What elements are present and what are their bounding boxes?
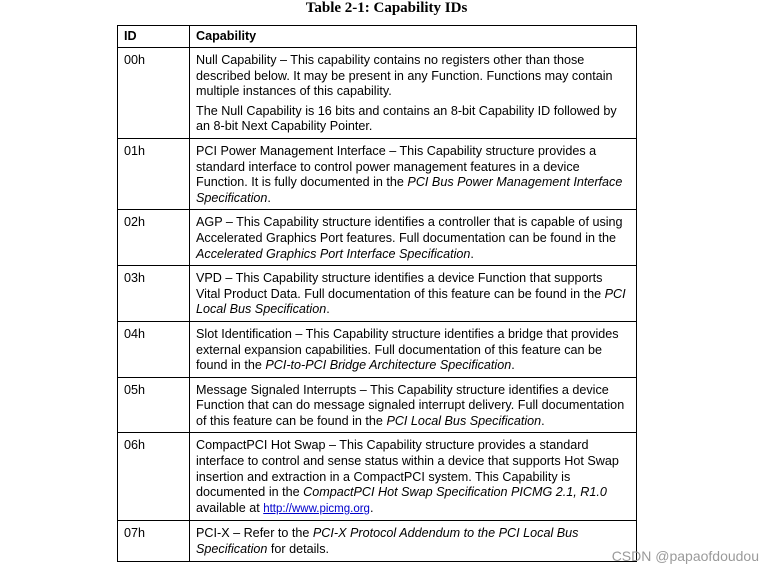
description-text: AGP – This Capability structure identifies a controller that is capable of using Accelerated Graphics Port features. Full documentation can be found in the	[196, 215, 623, 245]
description-text: CompactPCI Hot Swap – This Capability structure provides a standard interface to control and sense status within a device that supports Hot Swap insertion and extraction in a CompactPCI system. This Capability is documented in the	[196, 438, 619, 500]
description-paragraph	[196, 327, 630, 374]
table-row	[118, 433, 637, 521]
table-row	[118, 48, 637, 139]
capability-description-cell	[190, 210, 637, 266]
table-body	[118, 48, 637, 562]
description-text: .	[470, 246, 474, 261]
capability-description-cell	[190, 266, 637, 322]
description-paragraph	[196, 526, 630, 557]
spec-title: PCI Local Bus Specification	[386, 413, 542, 428]
header-id: ID	[118, 26, 190, 48]
spec-title: CompactPCI Hot Swap Specification PICMG 2.1, R1.0	[303, 485, 607, 500]
header-capability: Capability	[190, 26, 637, 48]
description-text: .	[267, 190, 271, 205]
description-paragraph	[196, 144, 630, 206]
description-paragraph	[196, 104, 630, 135]
capability-id-cell: 00h	[118, 48, 190, 139]
table-row	[118, 521, 637, 561]
table-row	[118, 266, 637, 322]
description-text: PCI-X – Refer to the	[196, 526, 313, 541]
description-paragraph	[196, 383, 630, 430]
capability-id-cell: 06h	[118, 433, 190, 521]
table-title: Table 2-1: Capability IDs	[305, 0, 468, 16]
description-text: Message Signaled Interrupts – This Capability structure identifies a device Function that can do message signaled interrupt delivery. Full documentation of this feature can be found in the	[196, 382, 625, 428]
description-text: Slot Identification – This Capability structure identifies a bridge that provides external expansion capabilities. Full documentation of this feature can be found in the	[196, 326, 619, 373]
description-text: VPD – This Capability structure identifies a device Function that supports Vital Product Data. Full documentation of this feature can be found in the	[196, 271, 605, 301]
capability-description-cell	[190, 321, 637, 377]
capability-id-cell: 02h	[118, 210, 190, 266]
capability-id-cell: 05h	[118, 377, 190, 433]
capability-description-cell	[190, 521, 637, 561]
description-paragraph	[196, 215, 630, 262]
description-paragraph	[196, 271, 630, 318]
table-row	[118, 377, 637, 433]
description-text: .	[511, 358, 515, 373]
capability-description-cell	[190, 48, 637, 139]
description-text: Null Capability – This capability contains no registers other than those described below. It may be present in any Function. Functions may contain multiple instances of this capability.	[196, 53, 613, 99]
description-text: available at	[196, 500, 264, 515]
watermark: CSDN @papaofdoudou	[611, 548, 759, 564]
spec-title: PCI Bus Power Management Interface Specification	[196, 175, 623, 205]
description-text: .	[326, 302, 330, 317]
description-paragraph	[196, 53, 630, 100]
description-text: PCI Power Management Interface – This Capability structure provides a standard interface to control power management features in a device Function. It is fully documented in the	[196, 143, 597, 190]
spec-title: PCI-X Protocol Addendum to the PCI Local Bus Specification	[196, 526, 579, 557]
table-row	[118, 321, 637, 377]
capability-description-cell	[190, 433, 637, 521]
capability-id-cell: 04h	[118, 321, 190, 377]
capability-id-cell: 03h	[118, 266, 190, 322]
spec-title: PCI Local Bus Specification	[196, 286, 626, 317]
capability-description-cell	[190, 138, 637, 209]
spec-link[interactable]: http://www.picmg.org	[263, 502, 370, 515]
description-text: .	[369, 500, 374, 515]
capability-id-cell: 07h	[118, 521, 190, 561]
description-text: for details.	[267, 542, 330, 557]
table-header-row	[118, 26, 637, 48]
spec-title: Accelerated Graphics Port Interface Specification	[196, 246, 471, 261]
description-text: The Null Capability is 16 bits and contains an 8-bit Capability ID followed by an 8-bit Next Capability Pointer.	[196, 103, 617, 134]
capability-description-cell	[190, 377, 637, 433]
table-row	[118, 210, 637, 266]
spec-title: PCI-to-PCI Bridge Architecture Specification	[265, 358, 512, 373]
description-text: .	[541, 413, 545, 428]
capability-id-table	[117, 25, 637, 562]
table-row	[118, 138, 637, 209]
capability-id-cell: 01h	[118, 138, 190, 209]
description-paragraph	[196, 438, 630, 517]
